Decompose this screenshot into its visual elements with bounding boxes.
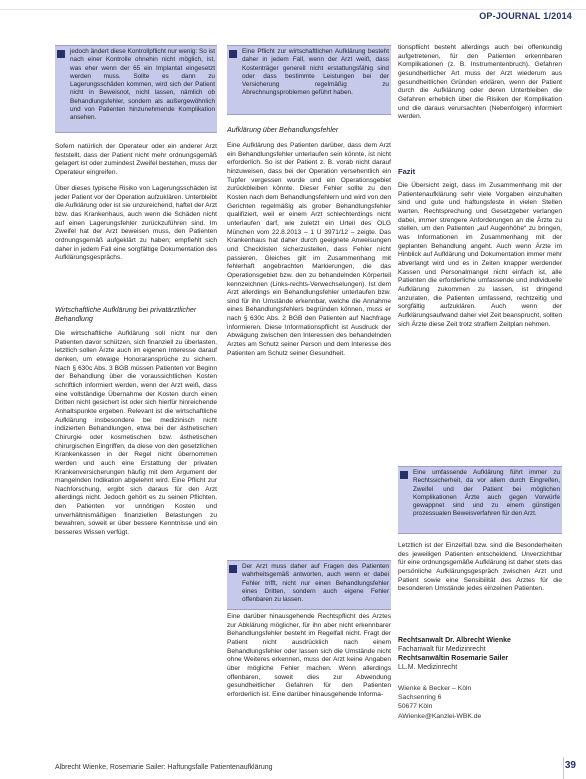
page-number: 39	[564, 760, 576, 771]
author-role: LL.M. Medizinrecht	[398, 664, 458, 671]
paragraph: Sofern natürlich der Operateur oder ein anderer Arzt feststellt, dass der Patient nicht mehr ordnungsgemäß gelagert ist oder zumindest Zweifel bestehen, muss der Operateur eingreifen.	[55, 143, 217, 176]
address-line: Sachsenring 6	[398, 694, 442, 702]
section-heading: Aufklärung über Behandlungsfehler	[227, 126, 339, 134]
address-line: 50677 Köln	[398, 703, 433, 711]
square-bullet-icon	[400, 471, 408, 479]
author-name: Rechtsanwältin Rosemarie Sailer	[398, 655, 509, 662]
paragraph: Letztlich ist der Einzelfall bzw. sind die Besonderheiten des jeweiligen Patienten entscheidend. Unverzichtbar für eine ordnungsgemäße Aufklärung ist daher stets das persönliche Aufklärungsgespräch zwischen Arzt und Patient sowie eine Sensibilität des Arztes für die besonderen Umstände jedes einzelnen Patienten.	[398, 542, 562, 593]
address-line: Wienke & Becker – Köln	[398, 685, 472, 692]
section-heading: Wirtschaftliche Aufklärung bei privatärztlicher Behandlung	[55, 306, 197, 323]
email-address: AWienke@Kanzlei-WBK.de	[398, 712, 482, 720]
paragraph: Eine Aufklärung des Patienten darüber, dass dem Arzt ein Behandlungsfehler unterlaufen sein könnte, ist nicht erforderlich. So ist der Patient z. B. vorab nicht darauf hinzuweisen, dass bei der Operation versehentlich ein Tupfer vergessen wurde und ein Operationsgebiet zurückbleiben könnte. Dieser Fehler sollte zu den Kosten nach dem Behandlungsfehlern und wird von den Gerichten regelmäßig als grober Behandlungsfehler qualifiziert, weil er einem Arzt schlechterdings nicht unterlaufen darf, wie zuletzt ein Urteil des OLG München vom 22.8.2013 – 1 U 3971/12 – zeigte. Das Krankenhaus hat daher durch geeignete Anweisungen und Checklisten sicherzustellen, dass Fehler nicht passieren. Gleiches gilt im Zusammenhang mit fehlerhaft angebrachten Markierungen, die das Operationsgebiet bzw. den zu behandelnden Körperteil kennzeichnen (Links-rechts-Verwechselungen). Ist dem Arzt allerdings ein Behandlungsfehler unterlaufen bzw. sind für ihn Umstände erkennbar, welche die Annahme eines Behandlungsfehlers begründen können, muss er nach § 630c Abs. 2 BGB den Patienten auf Nachfrage informieren. Diese Informationspflicht ist Ausdruck der Abwägung zwischen den Interessen des behandelnden Arztes am Schutz seiner Person und dem Interesse des Patienten am Schutz seiner Gesundheit.	[227, 142, 391, 357]
footer-citation: Albrecht Wienke, Rosemarie Sailer: Haftungsfalle Patientenaufklärung	[55, 764, 273, 771]
paragraph: Die wirtschaftliche Aufklärung soll nicht nur den Patienten davor schützen, sich finanziell zu überlasten, letztlich sollen Ärzte auch im eigenen Interesse darauf denken, um etwaige Honoraransprüche zu sichern. Nach § 630c Abs. 3 BGB müssen Patienten vor Beginn der Behandlung über die voraussichtlichen Kosten schriftlich informiert werden, wenn der Arzt weiß, dass eine vollständige Übernahme der Kosten durch einen Dritten nicht gesichert ist oder sich hierfür hinreichende Anhaltspunkte ergeben. Relevant ist die wirtschaftliche Aufklärung insbesondere bei medizinisch nicht indizierten Behandlungen, etwa bei der ästhetischen Chirurgie oder kosmetischen bzw. ästhetischen chirurgischen Eingriffen, da diese von den gesetzlichen Krankenkassen in der Regel nicht übernommen werden und auch eine Erstattung der privaten Krankenversicherungen häufig mit dem Argument der mangelnden Indikation abgelehnt wird. Eine Pflicht zur Nachforschung, ergibt sich daraus für den Arzt allerdings nicht. Jedoch gehört es zu seinen Pflichten, den Patienten vor unnötigen Kosten und unverhältnismäßigen finanziellen Belastungen zu bewahren, soweit er über bessere Kenntnisse und ein besseres Wissen verfügt.	[55, 330, 217, 537]
callout-text: Der Arzt muss daher auf Fragen des Patienten wahrheitsgemäß antworten, auch wenn er dabei Fehler trifft, nicht nur einen Behandlungsfehler eines Dritten, sondern auch eigene Fehler offenbaren zu lassen.	[242, 563, 389, 604]
paragraph: tionspflicht besteht allerdings auch bei offenkundig aufgetretenen, für den Patienten erkennbaren Komplikationen (z. B. Instrumentenbruch). Gefahren gesundheitlicher Art muss der Arzt wiederum aus gesundheitlichen Gründen erklären, wenn der Patient durch die Aufklärung oder deren Unterbleiben die Gefahren erheblich über die Risiken der Komplikation und die daraus verursachten (Nebenfolgen) informiert werden.	[398, 44, 562, 121]
callout-text: Eine Pflicht zur wirtschaftlichen Aufklärung besteht daher in jedem Fall, wenn der Arzt weiß, dass Kostenträger generell nicht erstattungsfähig sind oder dass bestimmte Leistungen bei der Versicherung regelmäßig zu Abrechnungsproblemen geführt haben.	[242, 48, 389, 97]
callout-text: Eine umfassende Aufklärung führt immer zu Rechtssicherheit, da vor allem durch Eingreifen, Zweifel und der Patient bei möglichen Komplikationen Ärzte auch gegen Vorwürfe gewappnet sind und zu einem günstigen prozessualen Beweisverfahren für den Arzt.	[413, 469, 560, 518]
journal-title: OP-JOURNAL 1/2014	[479, 11, 572, 21]
footer-divider	[563, 757, 564, 779]
square-bullet-icon	[57, 50, 65, 58]
callout-box	[227, 45, 391, 115]
author-role: Fachanwalt für Medizinrecht	[398, 646, 486, 653]
header-rule	[0, 9, 586, 10]
section-heading: Fazit	[398, 167, 416, 176]
callout-box	[227, 560, 391, 610]
paragraph: Über dieses typische Risiko von Lagerungsschäden ist jeder Patient vor der Operation aufzuklären. Unterbleibt die Aufklärung oder ist sie unzureichend, haftet der Arzt bzw. das Krankenhaus, auch wenn die Schäden nicht auf einen Lagerungsfehler zurückzuführen sind. Im Zweifel hat der Arzt beweisen muss, den Patienten ordnungsgemäß aufgeklärt zu haben; empfiehlt sich daher in jedem Fall eine sorgfältige Dokumentation des Aufklärungsgesprächs.	[55, 185, 217, 262]
address-block	[398, 684, 562, 721]
paragraph: Die Übersicht zeigt, dass im Zusammenhang mit der Patientenaufklärung sehr viele Vorgaben einzuhalten sind und gute und haftungsfeste in vielen Stellen warten. Rechtsprechung und Gesetzgeber verlangen dabei, immer strengere Anforderungen an die Ärzte zu stellen, um den Patienten „auf Augenhöhe“ zu bringen, was Informationen im Zusammenhang mit der geplanten Behandlung angeht. Auch wenn Ärzte im Hinblick auf Aufklärung und Dokumentation immer mehr abverlangt wird und es in Zeiten knapper werdender Kassen und Personalmangel nicht einfach ist, alle Patienten die erforderliche umfassende und individuelle Aufklärung zukommen zu lassen, ist dringend anzuraten, die Patienten umfassend, rechtzeitig und sorgfältig aufzuklären. Auch wenn der Aufklärungsaufwand daher viel Zeit beansprucht, sollten sich Ärzte diese Zeit trotz straffem Zeitplan nehmen.	[398, 182, 562, 328]
callout-box	[398, 466, 562, 534]
square-bullet-icon	[229, 565, 237, 573]
square-bullet-icon	[229, 50, 237, 58]
callout-box	[55, 45, 217, 133]
callout-text: jedoch ändert diese Kontrollpflicht nur wenig: So ist nach einer Kontrolle ohnehin nicht möglich, ist, was eher wenn der 65 ein Implantat eingesetzt werden muss. Sollte es dann zu Lagerungsschäden kommen, wird sich der Patient nicht in Beweisnot, nicht lassen, nämlich ob Behandlungsfehler, sondern als außergewöhnlich und von Patienten hinzunehmende Komplikation ansehen.	[70, 48, 215, 122]
author-name: Rechtsanwalt Dr. Albrecht Wienke	[398, 637, 511, 644]
paragraph: Eine darüber hinausgehende Rechtspflicht des Arztes zur Abklärung möglicher, für ihn aber nicht erkennbarer Behandlungsfehler besteht im Regelfall nicht. Fragt der Patient nicht ausdrücklich nach einem Behandlungsfehler oder lassen sich die Umstände nicht ohne Weiteres erkennen, muss der Arzt keine Angaben über mögliche Fehler machen. Wenn allerdings offenbaren, soweit dies zur Abwendung gesundheitlicher Gefahren für den Patienten erforderlich ist. Eine darüber hinausgehende Informa-	[227, 613, 391, 698]
author-block	[398, 636, 562, 672]
